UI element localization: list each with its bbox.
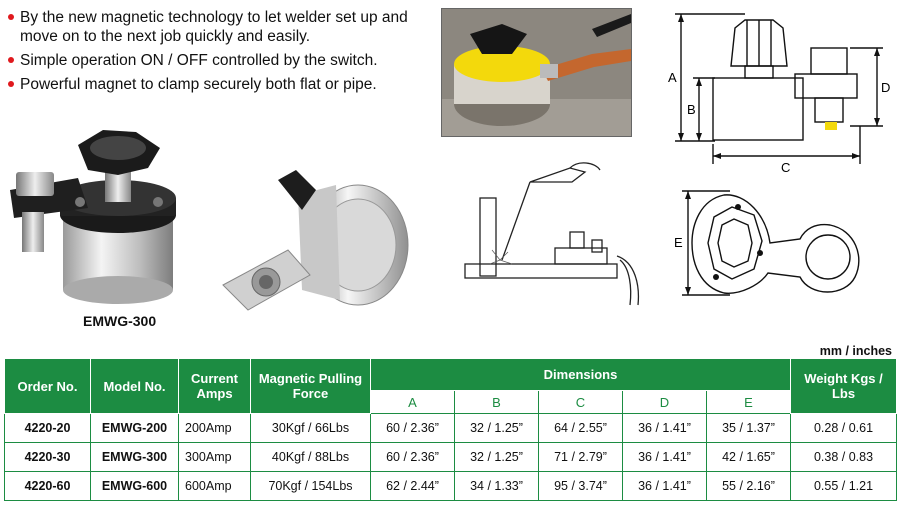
cell-dim-b: 34 / 1.33” [455,472,539,501]
cell-dim-c: 95 / 3.74” [539,472,623,501]
cell-dim-c: 71 / 2.79” [539,443,623,472]
cell-dim-b: 32 / 1.25” [455,414,539,443]
header-dim-b: B [455,391,539,414]
cell-dim-d: 36 / 1.41” [623,443,707,472]
product-illustration-front [8,120,198,310]
cell-dim-a: 62 / 2.44” [371,472,455,501]
header-dim-d: D [623,391,707,414]
header-dimensions: Dimensions [371,359,791,391]
header-magnetic-pulling-force: Magnetic Pulling Force [251,359,371,414]
header-model-no: Model No. [91,359,179,414]
dimension-label-c: C [781,160,791,175]
cell-amps: 200Amp [179,414,251,443]
cell-amps: 300Amp [179,443,251,472]
cell-dim-a: 60 / 2.36” [371,414,455,443]
bullet-dot-icon [8,81,14,87]
feature-item: Powerful magnet to clamp securely both flat or pipe. [6,75,426,94]
cell-order: 4220-30 [5,443,91,472]
bullet-dot-icon [8,14,14,20]
cell-model: EMWG-300 [91,443,179,472]
table-row [5,443,897,472]
product-illustration-angled [218,170,413,320]
cell-weight: 0.28 / 0.61 [791,414,897,443]
cell-dim-e: 55 / 2.16” [707,472,791,501]
header-current-amps: Current Amps [179,359,251,414]
feature-item: Simple operation ON / OFF controlled by the switch. [6,51,426,70]
cell-model: EMWG-600 [91,472,179,501]
dimension-label-b: B [687,102,696,117]
cell-amps: 600Amp [179,472,251,501]
table-row [5,472,897,501]
feature-list [6,8,426,99]
usage-photo-drawing [442,9,631,136]
dimension-label-e: E [674,235,683,250]
dimension-label-d: D [881,80,891,95]
cell-dim-a: 60 / 2.36” [371,443,455,472]
cell-dim-b: 32 / 1.25” [455,443,539,472]
cell-dim-c: 64 / 2.55” [539,414,623,443]
cell-dim-d: 36 / 1.41” [623,472,707,501]
specification-table [4,358,897,501]
cell-weight: 0.38 / 0.83 [791,443,897,472]
cell-dim-e: 35 / 1.37” [707,414,791,443]
cell-order: 4220-20 [5,414,91,443]
header-dim-e: E [707,391,791,414]
model-caption: EMWG-300 [83,313,157,329]
cell-force: 70Kgf / 154Lbs [251,472,371,501]
cell-force: 30Kgf / 66Lbs [251,414,371,443]
technical-drawing-top-view [674,185,885,305]
header-dim-a: A [371,391,455,414]
unit-note: mm / inches [819,344,892,358]
header-dim-c: C [539,391,623,414]
header-weight: Weight Kgs / Lbs [791,359,897,414]
cell-order: 4220-60 [5,472,91,501]
cell-dim-d: 36 / 1.41” [623,414,707,443]
dimension-label-a: A [668,70,677,85]
header-order-no: Order No. [5,359,91,414]
cell-model: EMWG-200 [91,414,179,443]
cell-weight: 0.55 / 1.21 [791,472,897,501]
table-row [5,414,897,443]
cell-force: 40Kgf / 88Lbs [251,443,371,472]
usage-photo [441,8,632,137]
bullet-dot-icon [8,57,14,63]
welding-illustration [460,160,650,310]
feature-item: By the new magnetic technology to let welder set up and move on to the next job quickly and easily. [6,8,426,46]
cell-dim-e: 42 / 1.65” [707,443,791,472]
technical-drawing-side-view [665,6,895,176]
